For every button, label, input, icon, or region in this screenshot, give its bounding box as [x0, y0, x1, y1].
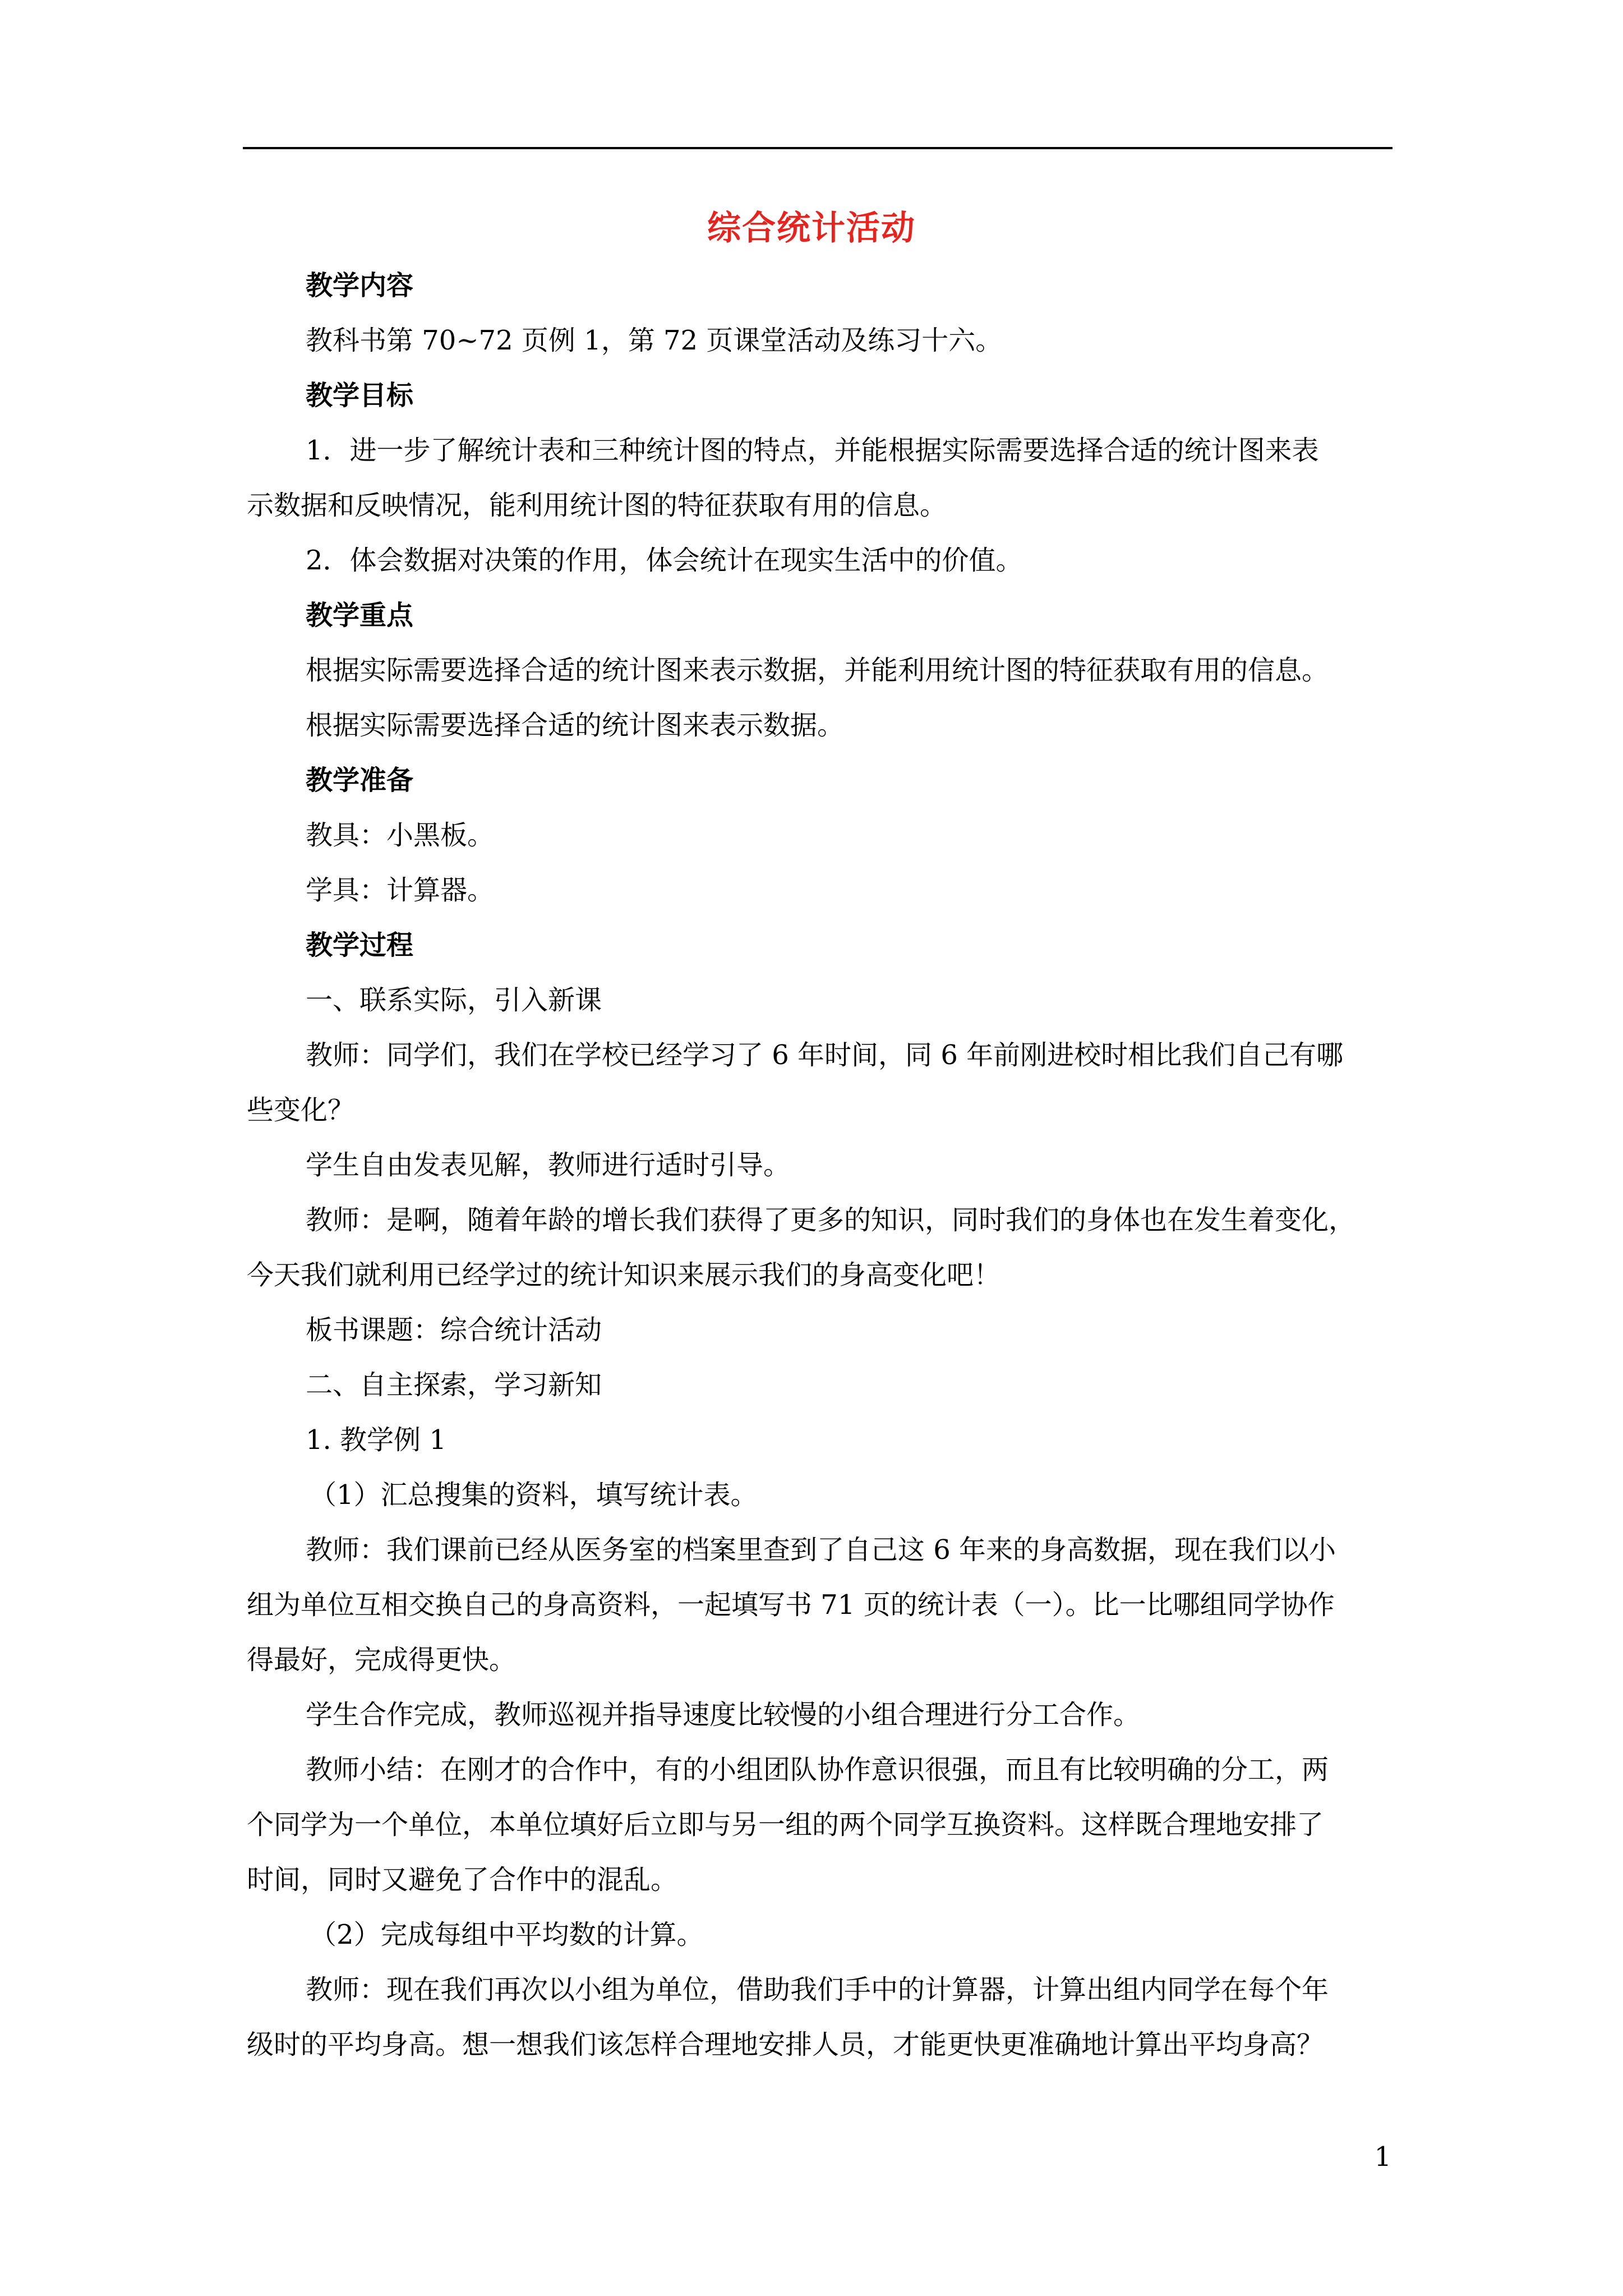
- paragraph-line: 板书课题：综合统计活动: [306, 1314, 602, 1346]
- heading-preparation: 教学准备: [306, 765, 414, 796]
- paragraph-line: 教师小结：在刚才的合作中，有的小组团队协作意识很强，而且有比较明确的分工，两: [306, 1754, 1329, 1786]
- paragraph-line: 教师：现在我们再次以小组为单位，借助我们手中的计算器，计算出组内同学在每个年: [306, 1974, 1329, 2005]
- section-heading: 一、联系实际，引入新课: [306, 984, 602, 1016]
- document-body: [247, 258, 1394, 2072]
- paragraph-line: 时间，同时又避免了合作中的混乱。: [247, 1864, 678, 1895]
- section-heading: 二、自主探索，学习新知: [306, 1369, 602, 1401]
- paragraph-line: 1. 教学例 1: [306, 1424, 446, 1456]
- paragraph-line: 学具：计算器。: [306, 875, 495, 906]
- heading-teaching-content: 教学内容: [306, 270, 414, 301]
- paragraph-line: 教师：同学们，我们在学校已经学习了 6 年时间，同 6 年前刚进校时相比我们自己有哪: [306, 1039, 1344, 1071]
- heading-teaching-process: 教学过程: [306, 930, 414, 961]
- paragraph-line: 根据实际需要选择合适的统计图来表示数据。: [306, 710, 845, 741]
- document-title: 综合统计活动: [707, 209, 916, 248]
- paragraph-line: 组为单位互相交换自己的身高资料，一起填写书 71 页的统计表（一）。比一比哪组同学协作: [247, 1589, 1335, 1621]
- paragraph-line: 学生合作完成，教师巡视并指导速度比较慢的小组合理进行分工合作。: [306, 1699, 1141, 1731]
- paragraph-line: （1）汇总搜集的资料，填写统计表。: [310, 1479, 758, 1511]
- paragraph-line: 些变化？: [247, 1094, 355, 1126]
- paragraph-line: 教师：我们课前已经从医务室的档案里查到了自己这 6 年来的身高数据，现在我们以小: [306, 1534, 1336, 1566]
- paragraph-line: 2．体会数据对决策的作用，体会统计在现实生活中的价值。: [306, 545, 1023, 576]
- paragraph-line: 示数据和反映情况，能利用统计图的特征获取有用的信息。: [247, 490, 947, 521]
- header-rule: [243, 147, 1393, 149]
- paragraph-line: （2）完成每组中平均数的计算。: [310, 1919, 704, 1950]
- page-number: 1: [1374, 2141, 1391, 2173]
- heading-key-points: 教学重点: [306, 600, 414, 631]
- paragraph-line: 学生自由发表见解，教师进行适时引导。: [306, 1149, 791, 1181]
- paragraph-line: 1．进一步了解统计表和三种统计图的特点，并能根据实际需要选择合适的统计图来表: [306, 435, 1319, 466]
- paragraph-line: 根据实际需要选择合适的统计图来表示数据，并能利用统计图的特征获取有用的信息。: [306, 655, 1329, 686]
- paragraph-line: 得最好，完成得更快。: [247, 1644, 517, 1676]
- paragraph-line: 教科书第 70~72 页例 1，第 72 页课堂活动及练习十六。: [306, 325, 1003, 356]
- paragraph-line: 教具：小黑板。: [306, 820, 495, 851]
- paragraph-line: 教师：是啊，随着年龄的增长我们获得了更多的知识，同时我们的身体也在发生着变化，: [306, 1204, 1356, 1236]
- paragraph-line: 今天我们就利用已经学过的统计知识来展示我们的身高变化吧！: [247, 1259, 1001, 1291]
- paragraph-line: 级时的平均身高。想一想我们该怎样合理地安排人员，才能更快更准确地计算出平均身高？: [247, 2029, 1324, 2060]
- paragraph-line: 个同学为一个单位，本单位填好后立即与另一组的两个同学互换资料。这样既合理地安排了: [247, 1809, 1324, 1841]
- heading-teaching-goals: 教学目标: [306, 380, 414, 411]
